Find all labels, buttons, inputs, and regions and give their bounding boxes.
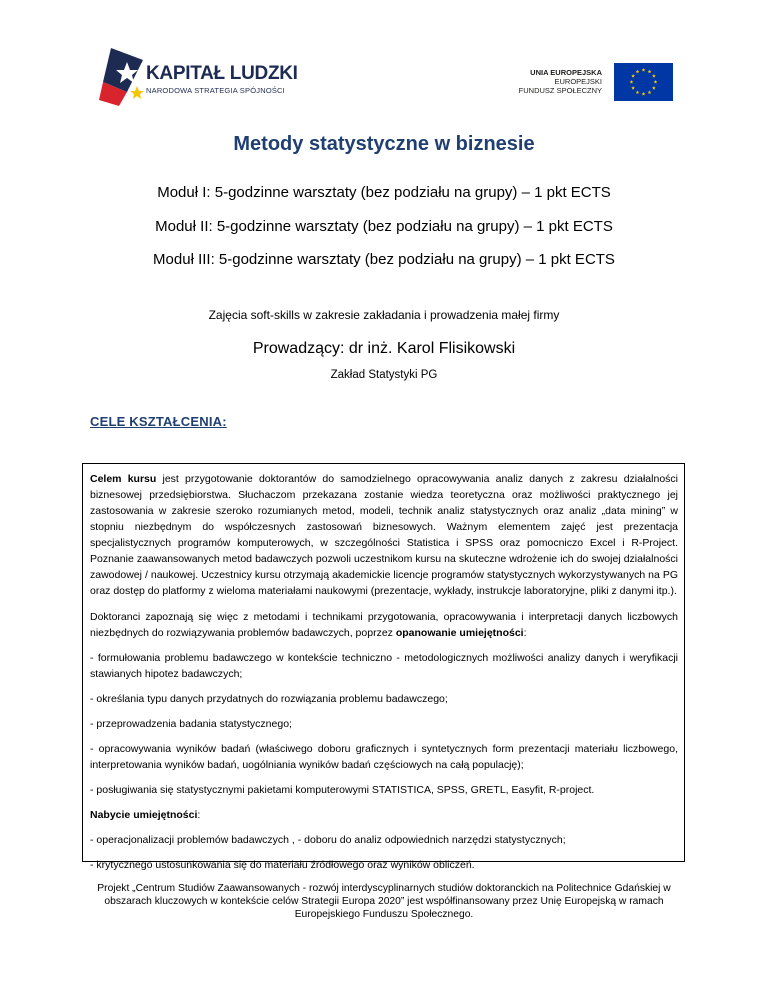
list-item: - krytycznego ustosunkowania się do materiału źródłowego oraz wyników obliczeń.: [90, 859, 475, 871]
acquisition-bold: Nabycie umiejętności: [90, 809, 198, 821]
module-1: Moduł I: 5-godzinne warsztaty (bez podziału na grupy) – 1 pkt ECTS: [157, 184, 611, 201]
kapital-ludzki-title: KAPITAŁ LUDZKI: [146, 63, 298, 84]
list-item: - operacjonalizacji problemów badawczych , - doboru do analiz odpowiednich narzędzi statystycznych;: [90, 834, 566, 846]
project-footer: Projekt „Centrum Studiów Zaawansowanych - rozwój interdyscyplinarnych studiów doktoranckich na Politechnice Gdańskiej w obszarach kluczowych w kontekście celów Strategii Europa 2020” jest współfinansowany przez Unię Europejską w ramach Europejskiego Funduszu Społecznego.: [97, 883, 671, 920]
module-3: Moduł III: 5-godzinne warsztaty (bez podziału na grupy) – 1 pkt ECTS: [153, 251, 615, 268]
list-item: - określania typu danych przydatnych do rozwiązania problemu badawczego;: [90, 693, 448, 705]
skills-intro-paragraph: [90, 609, 678, 641]
kapital-ludzki-subtitle: NARODOWA STRATEGIA SPÓJNOŚCI: [146, 86, 285, 95]
skills-intro-end: :: [523, 627, 527, 639]
eu-logo-text: [519, 68, 602, 95]
page-title: Metody statystyczne w biznesie: [233, 133, 535, 155]
soft-skills-note: Zajęcia soft-skills w zakresie zakładania i prowadzenia małej firmy: [208, 308, 560, 322]
list-item: - formułowania problemu badawczego w kontekście techniczno - metodologicznych możliwości analizy danych i weryfikacji stawianych hipotez badawczych;: [90, 652, 678, 680]
skills-intro-bold: opanowanie umiejętności: [395, 627, 524, 639]
eu-line-1: UNIA EUROPEJSKA: [530, 68, 602, 77]
skills-intro-text: Doktoranci zapoznają się więc z metodami i technikami przygotowania, opracowywania i interpretacji danych liczbowych niezbędnych do rozwiązywania problemów badawczych, poprzez: [90, 611, 678, 639]
course-aim-lead: Celem kursu: [90, 473, 157, 485]
list-item: - przeprowadzenia badania statystycznego;: [90, 718, 292, 730]
goals-heading: CELE KSZTAŁCENIA:: [90, 414, 227, 429]
module-2: Moduł II: 5-godzinne warsztaty (bez podziału na grupy) – 1 pkt ECTS: [155, 218, 613, 235]
eu-line-3: FUNDUSZ SPOŁECZNY: [518, 86, 602, 95]
list-item: - posługiwania się statystycznymi pakietami komputerowymi STATISTICA, SPSS, GRETL, Easyfit, R-project.: [90, 784, 595, 796]
department: Zakład Statystyki PG: [330, 369, 438, 381]
course-aim-paragraph: [90, 471, 678, 599]
eu-line-2: EUROPEJSKI: [554, 77, 602, 86]
list-item: - opracowywania wyników badań (właściwego doboru graficznych i syntetycznych form prezentacji materiału liczbowego, interpretowania wyników badań, uogólniania wyników badań częściowych na całą populację);: [90, 743, 678, 771]
acquisition-heading: [90, 807, 678, 823]
eu-flag-icon: [614, 63, 673, 101]
lecturer: Prowadzący: dr inż. Karol Flisikowski: [252, 340, 516, 357]
course-description-box: [82, 463, 685, 871]
course-aim-text: jest przygotowanie doktorantów do samodzielnego opracowywania analiz danych z zakresu działalności biznesowej przedsiębiorstwa. Słuchaczom przekazana zostanie wiedza teoretyczna oraz możliwości praktycznego jej zastosowania w zakresie szeroko rozumianych metod, modeli, technik analiz statystycznych oraz analiz „data mining” w stopniu niezbędnym do współczesnych zastosowań biznesowych. Ważnym elementem zajęć jest prezentacja specjalistycznych programów komputerowych, w szczególności Statistica i SPSS oraz pomocniczo Excel i R-Project. Poznanie zaawansowanych metod badawczych pozwoli uczestnikom kursu na skuteczne wdrożenie ich do swojej działalności zawodowej / naukowej. Uczestnicy kursu otrzymają akademickie licencje programów statystycznych wykorzystywanych na PG oraz dostęp do platformy z wieloma materiałami naukowymi (prezentacje, wykłady, instrukcje laboratoryjne, pliki z danymi itp.).: [90, 473, 678, 597]
acquisition-end: :: [197, 809, 201, 821]
